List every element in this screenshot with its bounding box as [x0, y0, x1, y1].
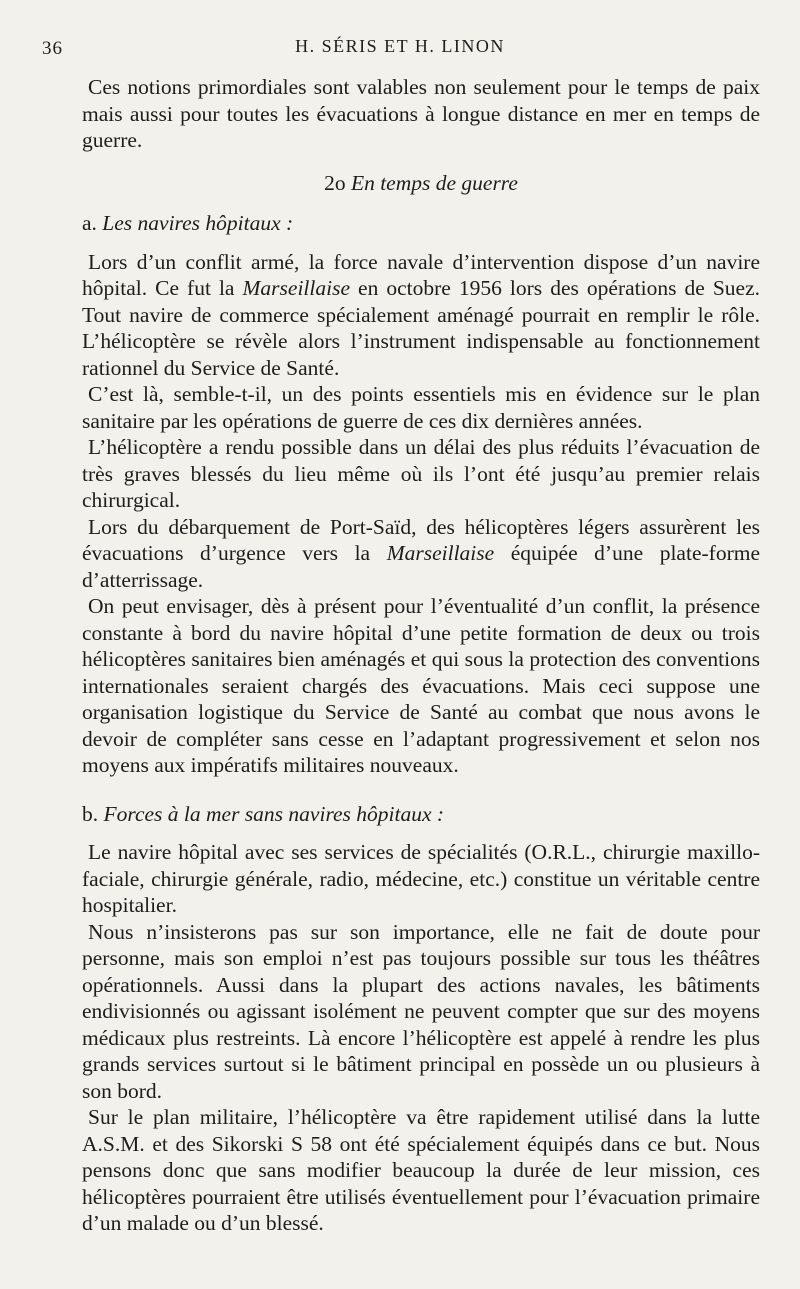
paragraph-5: On peut envisager, dès à présent pour l’éventualité d’un conflit, la présence constante à bord du navire hôpital d’une petite formation de deux ou trois hélicoptères sanitaires bien aménagés et qui sous la protection des conventions internationales seraient chargés des évacuations. Mais ceci suppose une organisation logistique du Service de Santé au combat que nous avons le devoir de compléter sans cesse en l’adaptant progressivement et selon nos moyens aux impératifs militaires nouveaux. — [82, 594, 760, 777]
subheading-a — [82, 210, 760, 237]
paragraph-4-end: équipée d’une plate-forme d’atterrissage. — [82, 541, 760, 592]
subheading-b-title: Forces à la mer sans navires hôpitaux : — [103, 801, 445, 826]
ship-name-italic: Marseillaise — [242, 276, 351, 300]
paragraph-1-end: en octobre 1956 lors des opérations de Suez. Tout navire de commerce spécialement aménagé pourrait en remplir le rôle. L’hélicoptère se révèle alors l’instrument indispensable au fonctionnement rationnel du Service de Santé. — [82, 276, 760, 380]
section-heading — [82, 170, 760, 197]
subheading-b-letter: b. — [82, 801, 99, 826]
paragraph-6: Le navire hôpital avec ses services de spécialités (O.R.L., chirurgie maxillo-faciale, chirurgie générale, radio, médecine, etc.) constitue un véritable centre hospitalier. — [82, 840, 760, 917]
ship-name-italic: Marseillaise — [386, 541, 495, 565]
subheading-a-title: Les navires hôpitaux : — [102, 211, 294, 235]
subheading-b — [82, 801, 760, 828]
running-head — [0, 30, 800, 60]
paragraph-2: C’est là, semble-t-il, un des points essentiels mis en évidence sur le plan sanitaire par les opérations de guerre de ces dix dernières années. — [82, 382, 760, 433]
paragraph-4-start: Lors du débarquement de Port-Saïd, des hélicoptères légers assurèrent les évacuations d’urgence vers la — [82, 514, 760, 565]
paragraph-1-start: Lors d’un conflit armé, la force navale d’intervention dispose d’un navire hôpital. Ce fut la — [82, 249, 760, 300]
paragraph-1 — [82, 249, 760, 382]
section-title: En temps de guerre — [350, 170, 518, 195]
paragraph-7: Nous n’insisterons pas sur son importance, elle ne fait de doute pour personne, mais son emploi n’est pas toujours possible sur tous les théâtres opérationnels. Aussi dans la plupart des actions navales, les bâtiments endivisionnés ou agissant isolément ne peuvent compter que sur des moyens médicaux plus restreints. Là encore l’hélicoptère est appelé à rendre les plus grands services surtout si le bâtiment principal en possède un ou plusieurs à son bord. — [82, 919, 760, 1103]
intro-paragraph: Ces notions primordiales sont valables non seulement pour le temps de paix mais aussi pour toutes les évacuations à longue distance en mer en temps de guerre. — [82, 75, 760, 152]
page-number: 36 — [42, 38, 63, 59]
paragraph-4 — [82, 514, 760, 594]
body-text — [82, 74, 760, 1237]
paragraph-8: Sur le plan militaire, l’hélicoptère va être rapidement utilisé dans la lutte A.S.M. et des Sikorski S 58 ont été spécialement équipés dans ce but. Nous pensons donc que sans modifier beaucoup la durée de leur mission, ces hélicoptères pourraient être utilisés éventuellement pour l’évacuation primaire d’un malade ou d’un blessé. — [82, 1105, 760, 1235]
section-number: 2o — [324, 170, 346, 195]
paragraph-3: L’hélicoptère a rendu possible dans un délai des plus réduits l’évacuation de très graves blessés du lieu même où ils l’ont été jusqu’au premier relais chirurgical. — [82, 435, 760, 512]
subheading-a-letter: a. — [82, 211, 97, 235]
running-title: H. SÉRIS ET H. LINON — [295, 36, 505, 56]
